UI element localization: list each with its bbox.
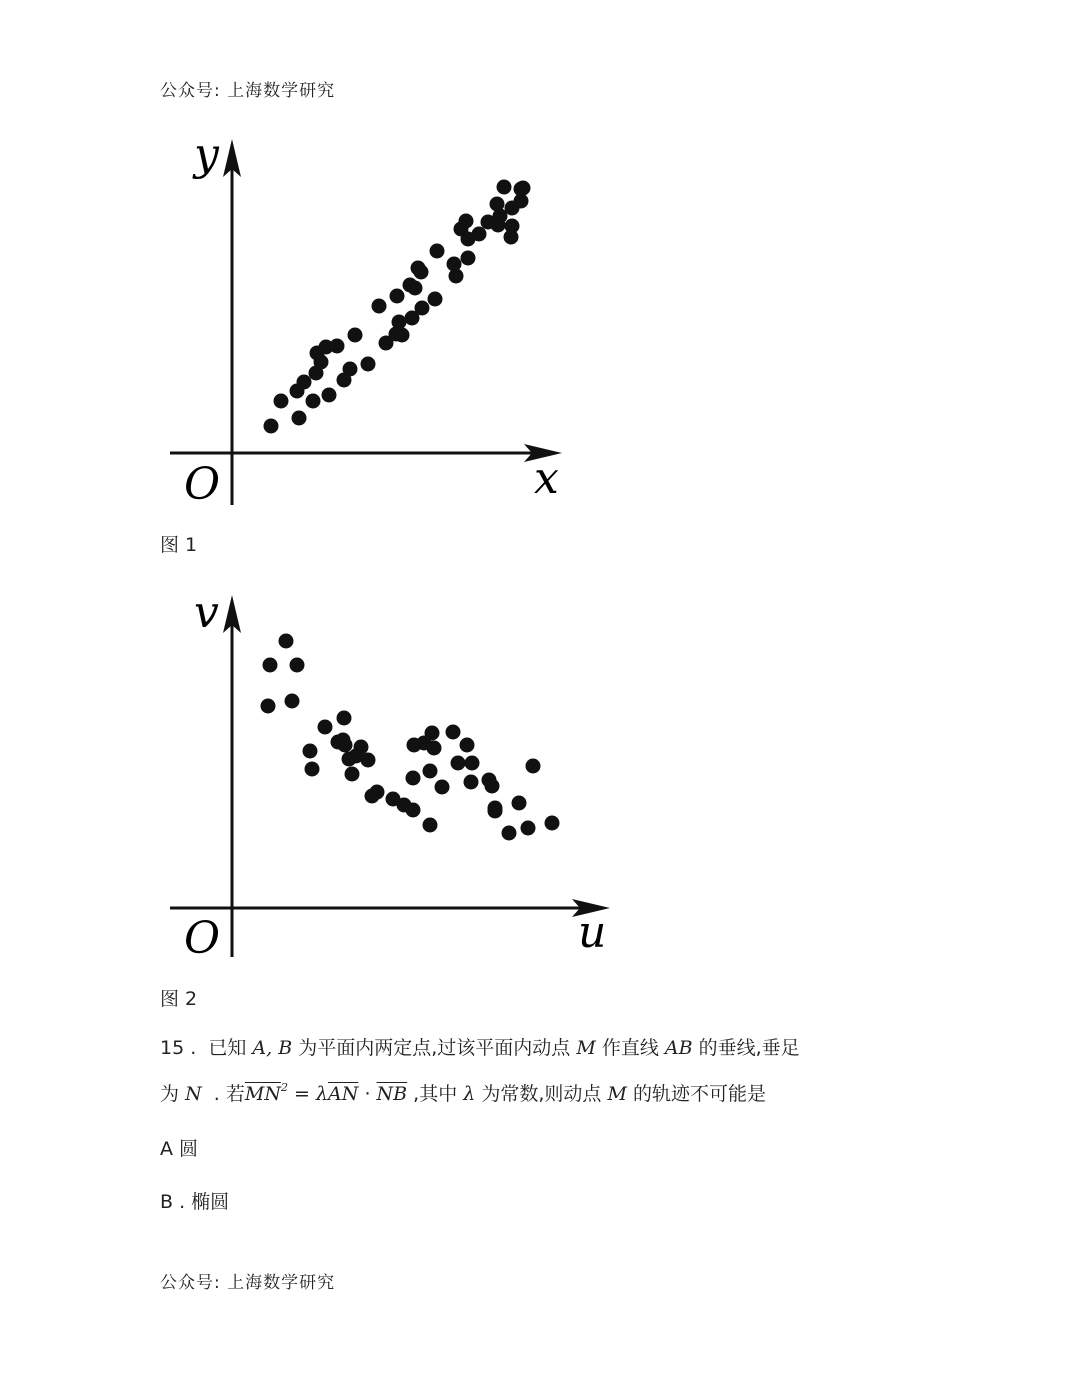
scatter-points-1	[264, 180, 531, 434]
scatter-point	[370, 785, 385, 800]
scatter-point	[514, 194, 529, 209]
origin-label: O	[184, 459, 221, 510]
scatter-point	[460, 738, 475, 753]
scatter-point	[322, 388, 337, 403]
scatter-point	[485, 779, 500, 794]
scatter-point	[343, 362, 358, 377]
y-axis-label: y	[194, 129, 219, 180]
page-footer: 公众号: 上海数学研究	[160, 1273, 336, 1293]
scatter-point	[461, 251, 476, 266]
scatter-point	[427, 741, 442, 756]
scatter-point	[345, 767, 360, 782]
scatter-point	[446, 725, 461, 740]
scatter-point	[390, 289, 405, 304]
scatter-point	[403, 278, 418, 293]
scatter-point	[348, 328, 363, 343]
scatter-point	[306, 394, 321, 409]
scatter-point	[406, 803, 421, 818]
scatter-points-2	[261, 634, 560, 841]
scatter-point	[330, 339, 345, 354]
v-axis-label: v	[194, 587, 219, 638]
figure-1-scatter	[160, 125, 580, 515]
scatter-point	[459, 214, 474, 229]
scatter-point	[336, 733, 351, 748]
origin-label: O	[184, 913, 221, 964]
scatter-point	[435, 780, 450, 795]
scatter-point	[361, 357, 376, 372]
scatter-point	[451, 756, 466, 771]
scatter-point	[337, 711, 352, 726]
scatter-point	[261, 699, 276, 714]
figure-2-scatter	[160, 585, 620, 965]
scatter-point	[279, 634, 294, 649]
scatter-point	[263, 658, 278, 673]
scatter-point	[472, 227, 487, 242]
scatter-point	[521, 821, 536, 836]
scatter-point	[425, 726, 440, 741]
scatter-point	[516, 181, 531, 196]
question-15	[160, 1025, 920, 1117]
page-header: 公众号: 上海数学研究	[160, 81, 336, 101]
scatter-point	[505, 219, 520, 234]
scatter-point	[465, 756, 480, 771]
scatter-point	[406, 771, 421, 786]
scatter-point	[497, 180, 512, 195]
scatter-point	[372, 299, 387, 314]
scatter-point	[423, 818, 438, 833]
scatter-point	[392, 315, 407, 330]
option-b: B . 椭圆	[160, 1191, 230, 1213]
scatter-point	[318, 720, 333, 735]
scatter-point	[415, 301, 430, 316]
scatter-point	[491, 218, 506, 233]
question-line-2: 为 N . 若$\overline{MN}^2 = \lambda\overline{AN} \cdot \overline{NB}$ ,其中 λ 为常数,则动点 M 的轨迹不可能是	[160, 1081, 766, 1105]
scatter-point	[305, 762, 320, 777]
u-axis-label: u	[578, 907, 607, 958]
scatter-point	[274, 394, 289, 409]
scatter-point	[447, 257, 462, 272]
question-line-1: 15 . 已知 A, B 为平面内两定点,过该平面内动点 M 作直线 AB 的垂线,垂足	[160, 1037, 800, 1059]
scatter-point	[545, 816, 560, 831]
x-axis-label: x	[534, 453, 559, 504]
scatter-point	[303, 744, 318, 759]
figure-2-caption: 图 2	[160, 988, 198, 1010]
scatter-point	[464, 775, 479, 790]
scatter-point	[264, 419, 279, 434]
scatter-point	[395, 328, 410, 343]
scatter-point	[361, 753, 376, 768]
scatter-point	[512, 796, 527, 811]
scatter-point	[407, 738, 422, 753]
scatter-point	[414, 265, 429, 280]
scatter-point	[488, 801, 503, 816]
scatter-point	[285, 694, 300, 709]
scatter-point	[490, 197, 505, 212]
scatter-point	[314, 355, 329, 370]
scatter-point	[297, 375, 312, 390]
scatter-point	[502, 826, 517, 841]
scatter-point	[428, 292, 443, 307]
scatter-point	[423, 764, 438, 779]
scatter-point	[430, 244, 445, 259]
scatter-point	[526, 759, 541, 774]
option-a: A 圆	[160, 1138, 199, 1160]
figure-1-caption: 图 1	[160, 534, 198, 556]
scatter-point	[290, 658, 305, 673]
scatter-point	[292, 411, 307, 426]
